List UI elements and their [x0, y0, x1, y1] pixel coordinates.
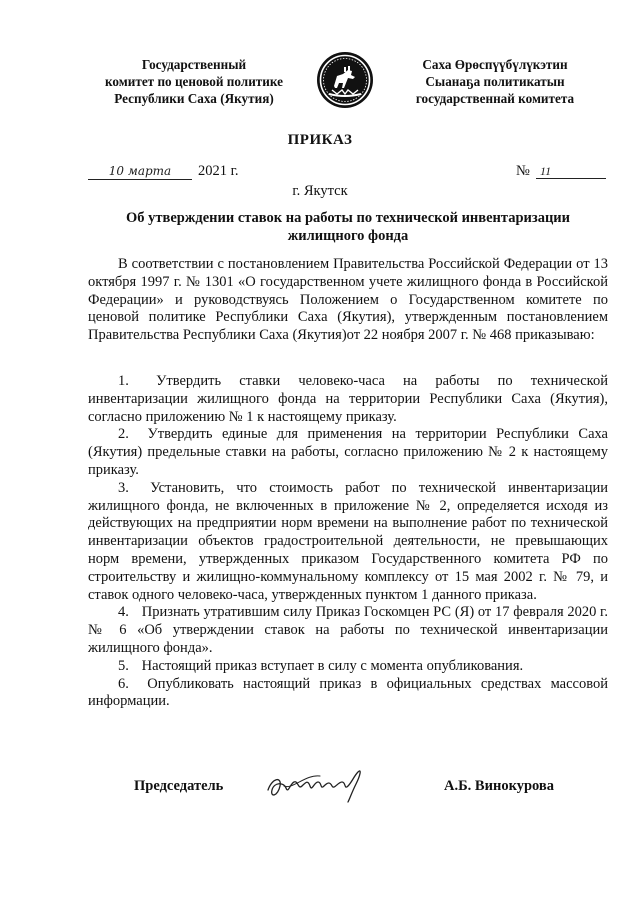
number-label: №	[516, 163, 530, 179]
order-items-list	[88, 373, 608, 711]
sakha-republic-emblem-icon	[315, 50, 375, 110]
item-number: 1.	[118, 373, 129, 389]
order-item	[88, 373, 608, 426]
order-item	[88, 676, 608, 712]
item-text: Опубликовать настоящий приказ в официальных средствах массовой информации.	[88, 675, 608, 710]
handwritten-number: 11	[536, 163, 606, 179]
handwritten-signature	[262, 756, 374, 806]
item-number: 2.	[118, 426, 129, 443]
org-header-sakha	[388, 56, 602, 107]
order-item	[88, 658, 608, 676]
org-header-line: Саха Өрөспүүбүлүкэтин	[422, 57, 568, 72]
item-number: 5.	[118, 657, 129, 674]
date-year: 2021 г.	[198, 163, 239, 179]
org-header-line: государственнай комитета	[415, 91, 575, 106]
order-item	[88, 480, 608, 605]
org-header-line: Республики Саха (Якутия)	[114, 91, 274, 106]
org-header-line: Сыанаҕа политикатын	[425, 74, 565, 89]
signatory-name: А.Б. Винокурова	[444, 778, 554, 794]
org-header-line: Государственный	[141, 57, 247, 72]
item-text: Настоящий приказ вступает в силу с момента опубликования.	[141, 657, 524, 674]
item-text: Утвердить единые для применения на территории Республики Саха (Якутия) предельные ставки на работы, согласно приложению № 2 к настоящему приказу.	[88, 426, 608, 478]
item-text: Признать утратившим силу Приказ Госкомцен РС (Я) от 17 февраля 2020 г. № 6 «Об утверждении ставок на работы по технической инвентаризации жилищного фонда».	[88, 604, 608, 656]
order-item	[88, 426, 608, 479]
order-subject: Об утверждении ставок на работы по технической инвентаризации жилищного фонда	[125, 210, 571, 244]
item-number: 4.	[118, 604, 129, 621]
preamble-paragraph: В соответствии с постановлением Правительства Российской Федерации от 13 октября 1997 г. № 1301 «О государственном учете жилищного фонда в Российской Федерации» и руководствуясь Положением о Государственном комитете по ценовой политике Республики Саха (Якутия), утвержденным постановлением Правительства Республики Саха (Якутия)от 22 ноября 2007 г. № 468 приказываю:	[88, 256, 608, 344]
org-header-russian	[88, 56, 300, 107]
city: г. Якутск	[292, 183, 348, 199]
item-text: Утвердить ставки человеко-часа на работы по технической инвентаризации жилищного фонда на территории Республики Саха (Якутия), согласно приложению № 1 к настоящему приказу.	[88, 373, 608, 425]
handwritten-date: 10 марта	[88, 163, 192, 180]
order-item	[88, 604, 608, 657]
item-text: Установить, что стоимость работ по технической инвентаризации жилищного фонда, не включенных в приложение № 2, определяется исходя из действующих на предприятии норм времени на выполнение работ по технической инвентаризации объектов градостроительной деятельности, не превышающих норм времени, утвержденных приказом Государственного комитета РФ по строительству и жилищно-коммунальному комплексу от 15 мая 2002 г. № 79, и ставок одного человеко-часа, утвержденных пунктом 1 данного приказа.	[88, 479, 609, 603]
document-title: ПРИКАЗ	[287, 132, 353, 148]
org-header-line: комитет по ценовой политике	[105, 74, 283, 89]
item-number: 6.	[118, 675, 129, 692]
signatory-position: Председатель	[134, 778, 224, 794]
item-number: 3.	[118, 479, 129, 496]
